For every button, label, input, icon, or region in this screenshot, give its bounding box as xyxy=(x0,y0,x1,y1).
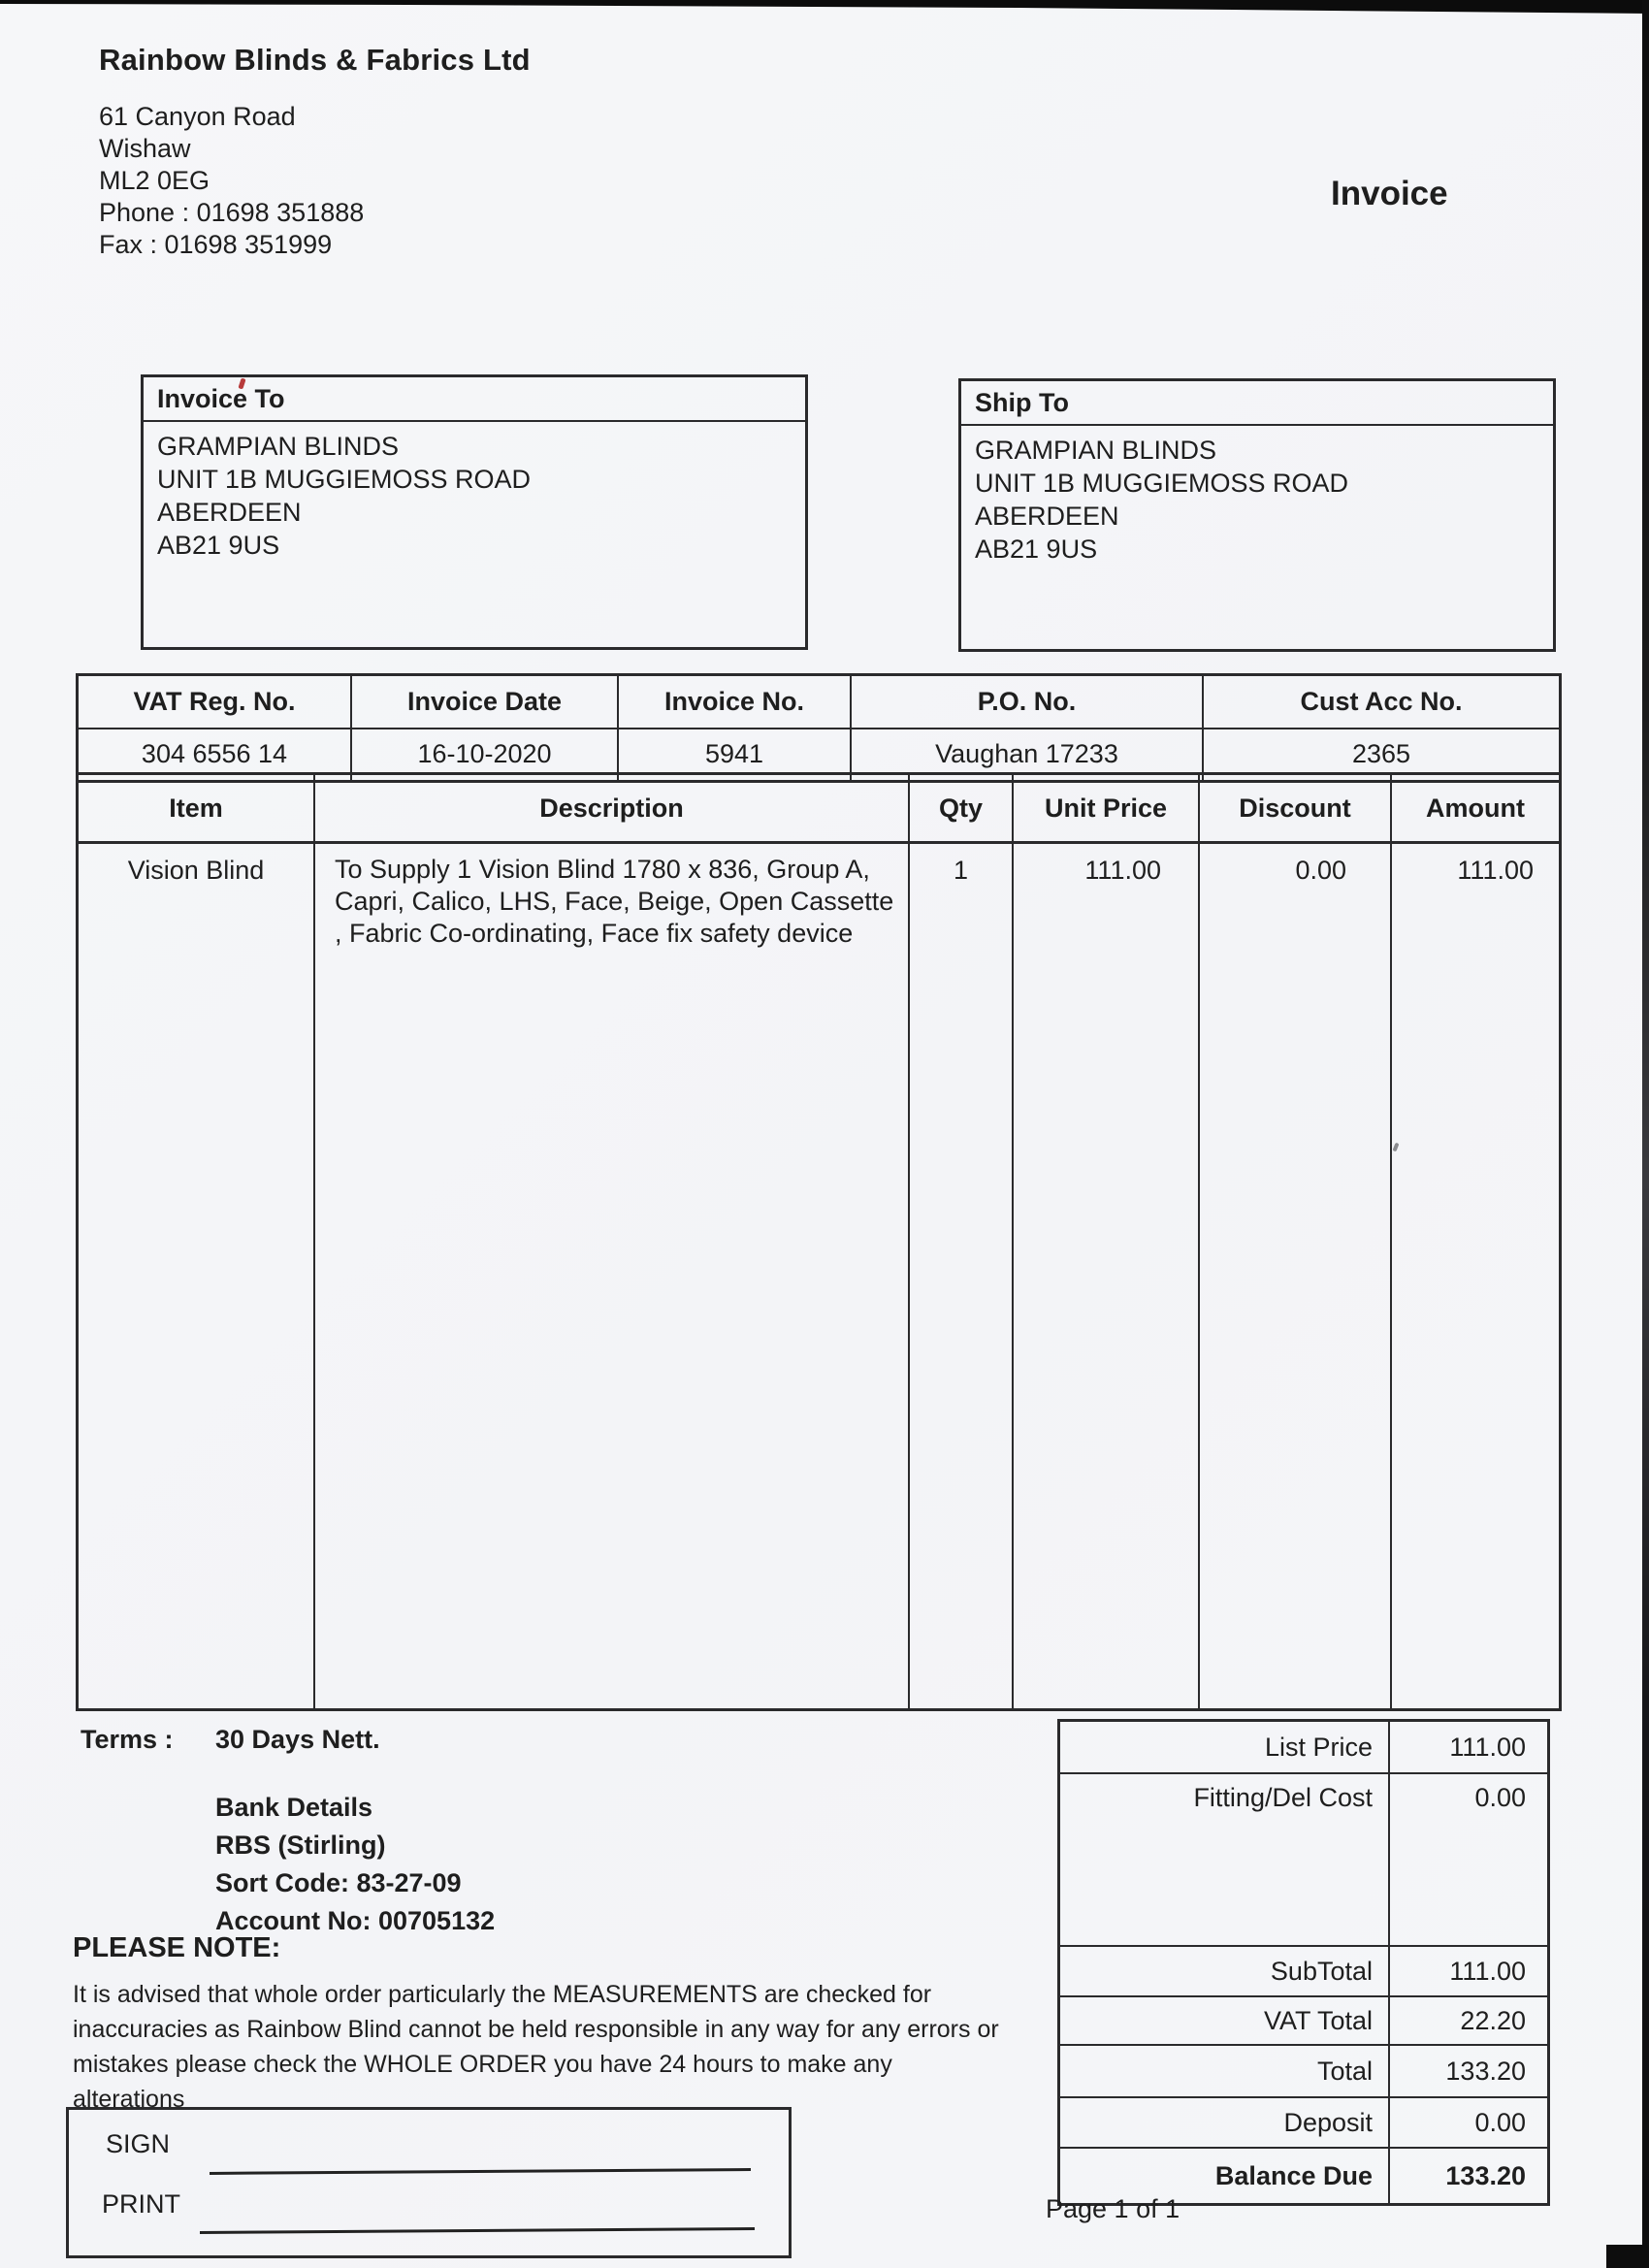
item-unit-price-cell: 111.00 xyxy=(1014,844,1200,1708)
note-line: inaccuracies as Rainbow Blind cannot be held responsible in any way for any errors or xyxy=(73,2016,999,2043)
items-header-amount: Amount xyxy=(1426,793,1525,823)
item-amount-cell: 111.00 xyxy=(1457,856,1534,885)
bank-details-line: Account No: 00705132 xyxy=(215,1906,496,1935)
meta-header-cust-acc-no: Cust Acc No. xyxy=(1300,686,1463,716)
company-phone: Phone : 01698 351888 xyxy=(99,198,365,227)
item-description-cell xyxy=(315,844,910,1708)
scan-corner-bottom-right xyxy=(1606,2245,1649,2268)
signature-box xyxy=(66,2107,792,2258)
totals-value: 22.20 xyxy=(1460,2005,1526,2035)
totals-value: 111.00 xyxy=(1449,1956,1526,1986)
bank-details xyxy=(215,1789,495,1940)
totals-value: 0.00 xyxy=(1474,2107,1526,2137)
ship-to-line: ABERDEEN xyxy=(975,502,1119,531)
company-name: Rainbow Blinds & Fabrics Ltd xyxy=(99,43,531,77)
meta-value-invoice-no: 5941 xyxy=(619,729,852,781)
note-body xyxy=(73,1977,1004,2117)
totals-row-vat-total xyxy=(1060,1997,1547,2046)
totals-row-deposit xyxy=(1060,2098,1547,2149)
ship-to-line: UNIT 1B MUGGIEMOSS ROAD xyxy=(975,469,1349,498)
sign-line xyxy=(210,2168,751,2175)
invoice-to-box xyxy=(141,374,808,650)
totals-row-list-price xyxy=(1060,1722,1547,1774)
sign-label: SIGN xyxy=(106,2129,171,2158)
totals-value: 0.00 xyxy=(1474,1783,1526,1812)
meta-value-invoice-date: 16-10-2020 xyxy=(352,729,619,781)
print-label: PRINT xyxy=(102,2189,180,2219)
ship-to-line: GRAMPIAN BLINDS xyxy=(975,436,1217,465)
company-fax: Fax : 01698 351999 xyxy=(99,230,333,259)
invoice-to-line: ABERDEEN xyxy=(157,498,302,527)
company-address-line: 61 Canyon Road xyxy=(99,102,296,131)
totals-value: 133.20 xyxy=(1445,2160,1526,2190)
note-line: It is advised that whole order particularly the MEASUREMENTS are checked for xyxy=(73,1981,932,2008)
company-address-line: Wishaw xyxy=(99,134,191,163)
line-items-table xyxy=(76,772,1562,1711)
item-description-line: Capri, Calico, LHS, Face, Beige, Open Cassette xyxy=(335,887,894,916)
totals-label: Balance Due xyxy=(1060,2149,1390,2203)
meta-value-vat-reg: 304 6556 14 xyxy=(79,729,352,781)
item-description-line: , Fabric Co-ordinating, Face fix safety device xyxy=(335,919,854,948)
items-header-item: Item xyxy=(79,775,315,841)
totals-label: Fitting/Del Cost xyxy=(1060,1774,1390,1945)
item-name-cell: Vision Blind xyxy=(79,844,315,1708)
note-heading: PLEASE NOTE: xyxy=(73,1932,281,1963)
bank-details-line: Sort Code: 83-27-09 xyxy=(215,1868,462,1897)
scan-edge-right xyxy=(1642,0,1649,2268)
meta-value-cust-acc-no: 2365 xyxy=(1351,739,1411,769)
print-line xyxy=(200,2227,755,2234)
meta-header-invoice-date: Invoice Date xyxy=(352,676,619,728)
ship-to-box xyxy=(958,378,1556,652)
items-header-description: Description xyxy=(315,775,910,841)
totals-value: 111.00 xyxy=(1449,1732,1526,1762)
totals-row-total xyxy=(1060,2046,1547,2098)
totals-label: VAT Total xyxy=(1060,1997,1390,2044)
meta-value-po-no: Vaughan 17233 xyxy=(852,729,1204,781)
totals-row-subtotal xyxy=(1060,1947,1547,1997)
document-title: Invoice xyxy=(1331,175,1448,212)
totals-label: List Price xyxy=(1060,1722,1390,1772)
meta-header-vat-reg: VAT Reg. No. xyxy=(79,676,352,728)
ship-to-line: AB21 9US xyxy=(975,535,1098,564)
totals-label: SubTotal xyxy=(1060,1947,1390,1995)
item-description-line: To Supply 1 Vision Blind 1780 x 836, Group A, xyxy=(335,855,870,884)
page-number: Page 1 of 1 xyxy=(1046,2194,1180,2223)
invoice-to-line: AB21 9US xyxy=(157,531,280,560)
invoice-to-heading: Invoice To xyxy=(144,377,805,422)
meta-header-invoice-no: Invoice No. xyxy=(619,676,852,728)
invoice-to-line: UNIT 1B MUGGIEMOSS ROAD xyxy=(157,465,532,494)
totals-table xyxy=(1057,1719,1550,2206)
meta-header-po-no: P.O. No. xyxy=(852,676,1204,728)
totals-value: 133.20 xyxy=(1445,2056,1526,2086)
totals-row-fitting-del-cost xyxy=(1060,1774,1547,1947)
terms-label: Terms : xyxy=(81,1725,174,1754)
ship-to-heading: Ship To xyxy=(961,381,1553,426)
note-line: mistakes please check the WHOLE ORDER you have 24 hours to make any alterations xyxy=(73,2051,892,2113)
items-header-qty: Qty xyxy=(910,775,1014,841)
invoice-to-line: GRAMPIAN BLINDS xyxy=(157,432,400,461)
items-header-unit-price: Unit Price xyxy=(1014,775,1200,841)
table-row xyxy=(79,844,1559,1708)
bank-details-line: RBS (Stirling) xyxy=(215,1831,386,1860)
totals-label: Total xyxy=(1060,2046,1390,2096)
invoice-meta-table xyxy=(76,673,1562,783)
scan-edge-top xyxy=(0,0,1649,16)
items-header-discount: Discount xyxy=(1200,775,1392,841)
terms-value: 30 Days Nett. xyxy=(215,1725,380,1754)
item-qty-cell: 1 xyxy=(910,844,1014,1708)
company-address-line: ML2 0EG xyxy=(99,166,210,195)
bank-details-line: Bank Details xyxy=(215,1793,373,1822)
item-discount-cell: 0.00 xyxy=(1200,844,1392,1708)
totals-label: Deposit xyxy=(1060,2098,1390,2147)
